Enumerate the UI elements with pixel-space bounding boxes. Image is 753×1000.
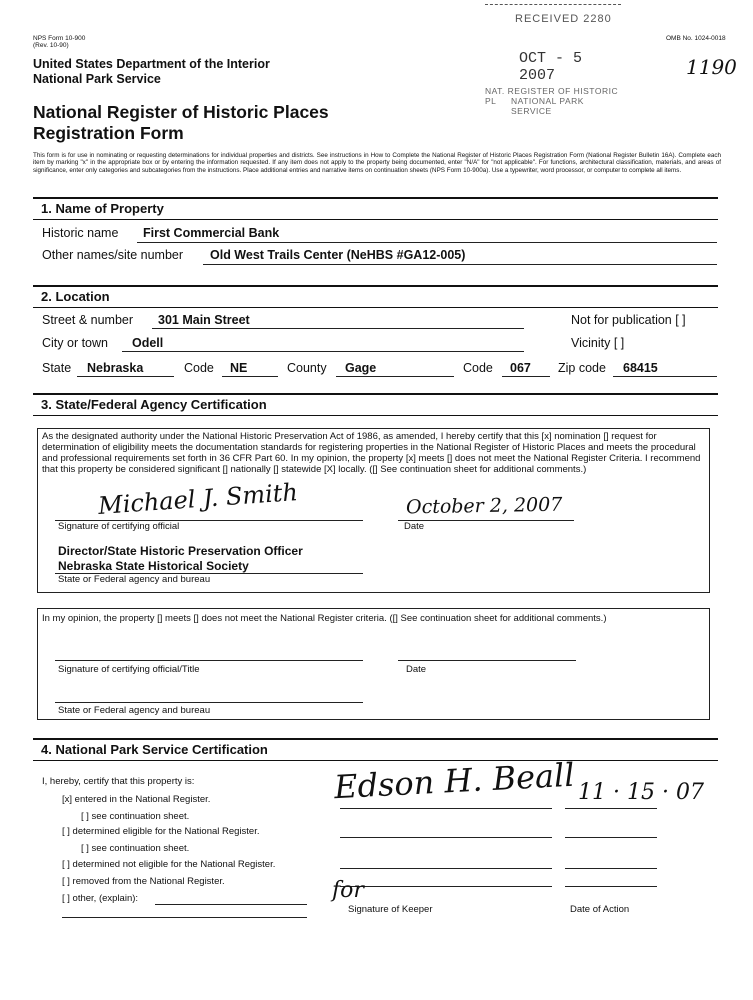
other-explain-line1 <box>155 904 307 905</box>
other-names-label: Other names/site number <box>42 248 184 262</box>
county-label: County <box>287 361 327 375</box>
not-for-publication[interactable]: Not for publication [ ] <box>571 313 686 327</box>
section4-header <box>33 738 718 761</box>
keeper-label: Signature of Keeper <box>348 904 433 915</box>
county-value[interactable]: Gage <box>345 361 377 375</box>
state-code-line <box>222 376 278 377</box>
determined-not-eligible-item[interactable]: [ ] determined not eligible for the National Register. <box>62 859 276 870</box>
historic-name-label: Historic name <box>42 226 119 240</box>
keeper-line-2 <box>340 837 552 838</box>
section1-title: 1. Name of Property <box>41 201 164 216</box>
opinion-box <box>37 608 710 720</box>
agency-name: National Park Service <box>33 72 161 86</box>
historic-name-line <box>137 242 717 243</box>
zip-value[interactable]: 68415 <box>623 361 658 375</box>
zip-label: Zip code <box>558 361 606 375</box>
form-title-line1: National Register of Historic Places <box>33 102 329 122</box>
removed-register-item[interactable]: [ ] removed from the National Register. <box>62 876 225 887</box>
date-label: Date <box>404 521 425 532</box>
date-line <box>398 520 574 521</box>
action-line-3 <box>565 868 657 869</box>
state-value[interactable]: Nebraska <box>87 361 144 375</box>
nps-certify-intro: I, hereby, certify that this property is: <box>42 776 195 787</box>
street-label: Street & number <box>42 313 134 327</box>
certification-date: October 2, 2007 <box>405 493 563 519</box>
other-explain-item[interactable]: [ ] other, (explain): <box>62 893 139 904</box>
keeper-line-3 <box>340 868 552 869</box>
form-title-line2: Registration Form <box>33 123 184 143</box>
agency2-line <box>55 702 363 703</box>
county-code-value[interactable]: 067 <box>510 361 531 375</box>
section2-title: 2. Location <box>41 289 110 304</box>
state-code-value[interactable]: NE <box>230 361 248 375</box>
omb-number: OMB No. 1024-0018 <box>666 35 726 42</box>
signature2-line <box>55 660 363 661</box>
official-organization: Nebraska State Historical Society <box>58 559 249 573</box>
vicinity[interactable]: Vicinity [ ] <box>571 336 625 350</box>
form-number: NPS Form 10-900 <box>33 35 86 42</box>
street-value[interactable]: 301 Main Street <box>158 313 250 327</box>
keeper-signature: Edson H. Beall <box>333 755 576 807</box>
continuation-item-1[interactable]: [ ] see continuation sheet. <box>81 811 190 822</box>
keeper-line-4 <box>340 886 552 887</box>
state-label: State <box>42 361 72 375</box>
date2-label: Date <box>406 664 427 675</box>
city-value[interactable]: Odell <box>132 336 164 350</box>
stamp-date: OCT - 5 2007 <box>519 50 583 84</box>
action-date-label: Date of Action <box>570 904 630 915</box>
action-line-4 <box>565 886 657 887</box>
section4-title: 4. National Park Service Certification <box>41 742 268 757</box>
keeper-line-1 <box>340 808 552 809</box>
keeper-date: 11 · 15 · 07 <box>578 780 704 805</box>
street-line <box>152 328 524 329</box>
city-line <box>122 351 524 352</box>
state-line <box>77 376 174 377</box>
opinion-text: In my opinion, the property [] meets [] does not meet the National Register criteria. ([] See continuation sheet for additional comments.) <box>42 613 607 624</box>
state-certification-box <box>37 428 710 593</box>
other-explain-line2 <box>62 917 307 918</box>
county-line <box>336 376 454 377</box>
determined-eligible-item[interactable]: [ ] determined eligible for the National Register. <box>62 826 260 837</box>
stamp-line4: NATIONAL PARK SERVICE <box>511 96 584 116</box>
historic-name-value[interactable]: First Commercial Bank <box>143 226 280 240</box>
section3-header <box>33 393 718 416</box>
date2-line <box>398 660 576 661</box>
city-label: City or town <box>42 336 108 350</box>
entered-register-item[interactable]: [x] entered in the National Register. <box>62 794 211 805</box>
state-code-label: Code <box>184 361 214 375</box>
other-names-line <box>203 264 717 265</box>
handwritten-number: 1190 <box>686 55 737 79</box>
received-stamp <box>483 4 625 116</box>
stamp-line3: NAT. REGISTER OF HISTORIC PL <box>485 86 619 106</box>
action-line-1 <box>565 808 657 809</box>
county-code-line <box>502 376 550 377</box>
section2-header <box>33 285 718 308</box>
continuation-item-2[interactable]: [ ] see continuation sheet. <box>81 843 190 854</box>
stamp-received-text: RECEIVED 2280 <box>515 13 612 25</box>
agency2-label: State or Federal agency and bureau <box>58 705 211 716</box>
other-names-value[interactable]: Old West Trails Center (NeHBS #GA12-005) <box>210 248 466 262</box>
section1-header <box>33 197 718 220</box>
section3-title: 3. State/Federal Agency Certification <box>41 397 267 412</box>
signature-label: Signature of certifying official <box>58 521 180 532</box>
instructions-text: This form is for use in nominating or requesting determinations for individual properties and districts. See instructions in How to Complete the National Register of Historic Places Registration Form (National Register Bulletin 16A). Complete each item by marking "x" in the appropriate box or by entering the information requested. If any item does not apply to the property being documented, enter "N/A" for "not applicable". For functions, architectural classification, materials, and areas of significance, enter only categories and subcategories from the instructions. Place additional entries and narrative items on continuation sheets (NPS Form 10-900a). Use a typewriter, word processor, or computer to complete all items. <box>33 152 721 174</box>
certifying-signature: Michael J. Smith <box>97 478 299 520</box>
certification-text: As the designated authority under the National Historic Preservation Act of 1986, as amended, I hereby certify that this [x] nomination [] request for determination of eligibility meets the documentation standards for registering properties in the National Register of Historic Places and meets the procedural and professional requirements set forth in 36 CFR Part 60. In my opinion, the property [x] meets [] does not meet the National Register Criteria. I recommend that this property be considered significant [] nationally [] statewide [X] locally. ([] See continuation sheet for additional comments.) <box>42 431 701 475</box>
county-code-label: Code <box>463 361 493 375</box>
zip-line <box>613 376 717 377</box>
signature2-label: Signature of certifying official/Title <box>58 664 200 675</box>
agency-label: State or Federal agency and bureau <box>58 574 211 585</box>
department-name: United States Department of the Interior <box>33 57 270 71</box>
official-title: Director/State Historic Preservation Officer <box>58 544 303 558</box>
form-revision: (Rev. 10-90) <box>33 42 69 49</box>
action-line-2 <box>565 837 657 838</box>
for-handwriting: for <box>332 878 364 903</box>
